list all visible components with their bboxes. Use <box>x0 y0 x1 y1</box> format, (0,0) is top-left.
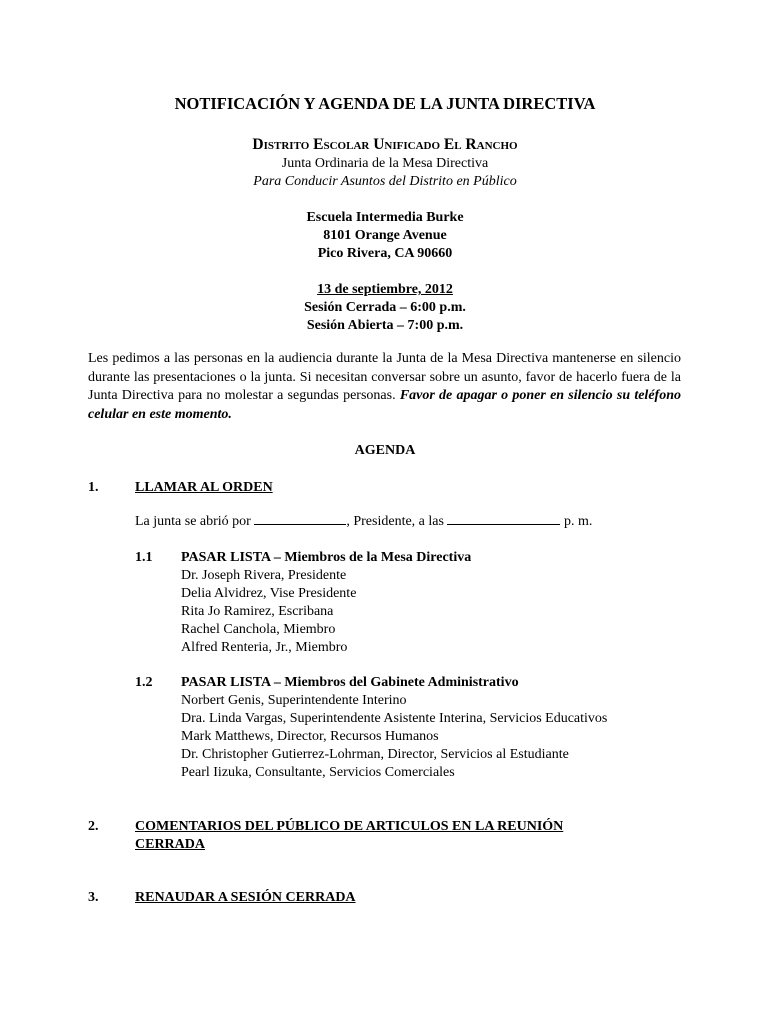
list-item: Delia Alvidrez, Vise Presidente <box>181 586 357 601</box>
presiding-blank <box>254 523 346 525</box>
opening-prefix: La junta se abrió por <box>135 514 251 529</box>
open-session-time: Sesión Abierta – 7:00 p.m. <box>306 318 464 333</box>
list-item: Dr. Christopher Gutierrez-Lohrman, Director, Servicios al Estudiante <box>181 747 569 762</box>
item-3-title: RENAUDAR A SESIÓN CERRADA <box>135 890 356 905</box>
meeting-date: 13 de septiembre, 2012 <box>317 282 453 297</box>
list-item: Dr. Joseph Rivera, Presidente <box>181 568 347 583</box>
item-2-title-line1: COMENTARIOS DEL PÚBLICO DE ARTICULOS EN LA REUNIÓN <box>135 819 564 834</box>
meeting-type: Junta Ordinaria de la Mesa Directiva <box>281 156 489 171</box>
opening-middle: , Presidente, a las <box>346 514 444 529</box>
sub-1-2-number: 1.2 <box>135 675 153 690</box>
district-name: Distrito Escolar Unificado El Rancho <box>252 136 518 153</box>
list-item: Mark Matthews, Director, Recursos Humanos <box>181 729 439 744</box>
location-school: Escuela Intermedia Burke <box>306 210 464 225</box>
list-item: Norbert Genis, Superintendente Interino <box>181 693 407 708</box>
item-2-title-line2: CERRADA <box>135 837 205 852</box>
item-2-number: 2. <box>88 819 99 834</box>
document-title: NOTIFICACIÓN Y AGENDA DE LA JUNTA DIRECTIVA <box>174 94 596 113</box>
agenda-heading: AGENDA <box>354 443 416 458</box>
location-street: 8101 Orange Avenue <box>323 228 447 243</box>
closed-session-time: Sesión Cerrada – 6:00 p.m. <box>304 300 466 315</box>
time-blank <box>447 523 560 525</box>
sub-1-1-title: PASAR LISTA – Miembros de la Mesa Directiva <box>181 550 472 565</box>
opening-line <box>135 513 592 531</box>
opening-suffix: p. m. <box>563 514 593 529</box>
sub-1-2-title: PASAR LISTA – Miembros del Gabinete Administrativo <box>181 675 519 690</box>
item-3-number: 3. <box>88 890 99 905</box>
audience-notice <box>88 350 681 424</box>
item-1-number: 1. <box>88 480 99 495</box>
item-1-title: LLAMAR AL ORDEN <box>135 480 273 495</box>
list-item: Dra. Linda Vargas, Superintendente Asistente Interina, Servicios Educativos <box>181 711 608 726</box>
notice-text: Les pedimos a las personas en la audiencia durante la Junta de la Mesa Directiva mantenerse en silencio durante las presentaciones o la junta. Si necesitan conversar sobre un asunto, favor de hacerlo fuera de la Junta Directiva para no molestar a segundas personas. <box>88 351 681 403</box>
notice-emphasis: Favor de apagar o poner en silencio su teléfono celular en este momento. <box>88 388 681 422</box>
list-item: Rita Jo Ramirez, Escribana <box>181 604 334 619</box>
meeting-purpose: Para Conducir Asuntos del Distrito en Público <box>253 174 517 189</box>
list-item: Alfred Renteria, Jr., Miembro <box>181 640 348 655</box>
list-item: Rachel Canchola, Miembro <box>181 622 336 637</box>
sub-1-1-number: 1.1 <box>135 550 153 565</box>
list-item: Pearl Iizuka, Consultante, Servicios Comerciales <box>181 765 455 780</box>
location-city: Pico Rivera, CA 90660 <box>317 246 453 261</box>
